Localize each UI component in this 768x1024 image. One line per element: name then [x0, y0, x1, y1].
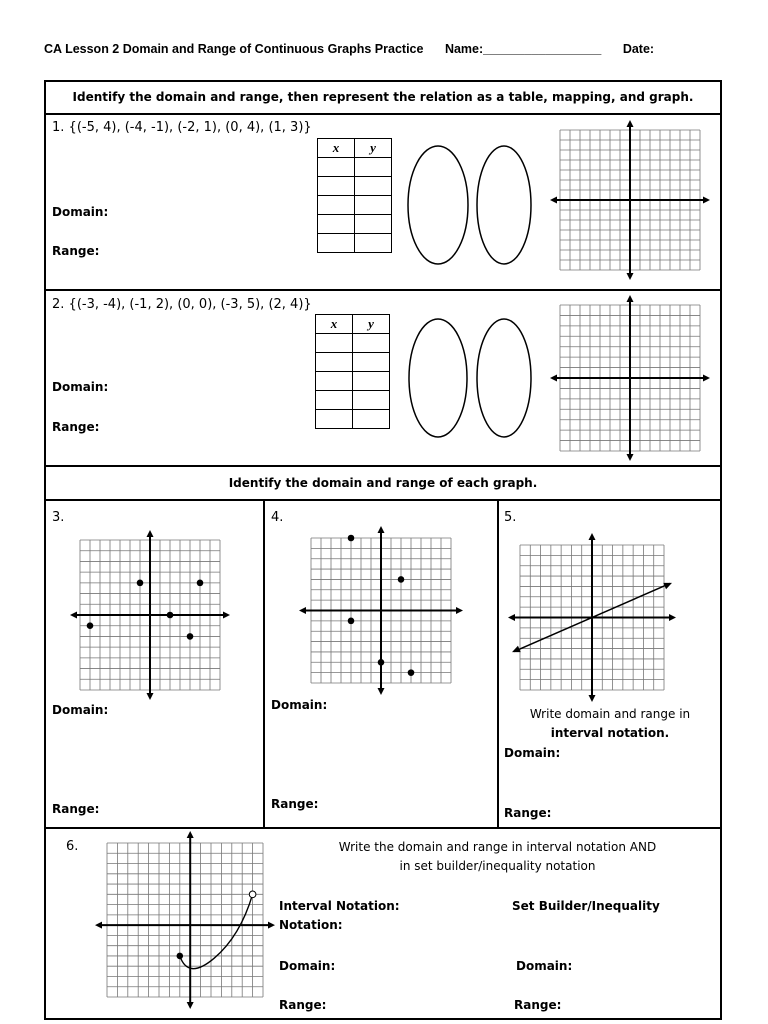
- x-header: x: [316, 315, 353, 334]
- table-cell[interactable]: [318, 158, 355, 177]
- graph-point: [187, 633, 194, 640]
- y-header: y: [353, 315, 390, 334]
- y-axis-arrow: [627, 295, 634, 302]
- table-cell[interactable]: [316, 372, 353, 391]
- table-cell[interactable]: [353, 353, 390, 372]
- graph-point: [197, 580, 204, 587]
- graph-point: [348, 618, 355, 625]
- xy-table: [317, 138, 392, 253]
- table-cell[interactable]: [316, 410, 353, 429]
- interval-notation-heading: Notation:: [279, 918, 343, 932]
- problem-5-note: Write domain and range in: [529, 707, 691, 721]
- range-label: Range:: [271, 797, 319, 811]
- problem-number: 3.: [52, 510, 65, 525]
- problem-number: 2.: [52, 297, 65, 312]
- domain-label: Domain:: [271, 698, 328, 712]
- x-axis-arrow: [508, 614, 515, 621]
- range-label: Range:: [279, 998, 327, 1012]
- column-divider: [263, 499, 265, 827]
- range-label: Range:: [514, 998, 562, 1012]
- x-axis-arrow: [703, 375, 710, 382]
- graph-point: [378, 659, 385, 666]
- x-axis-arrow: [550, 375, 557, 382]
- y-axis-arrow: [378, 688, 385, 695]
- mapping-diagram: [405, 316, 535, 441]
- y-axis-arrow: [378, 526, 385, 533]
- problem-1: [52, 120, 312, 135]
- problem-6-instruction: in set builder/inequality notation: [399, 859, 596, 873]
- y-axis-arrow: [589, 695, 596, 702]
- table-cell[interactable]: [353, 410, 390, 429]
- line-arrow: [663, 580, 673, 590]
- table-cell[interactable]: [355, 215, 392, 234]
- setbuilder-heading: Set Builder/Inequality: [512, 899, 660, 913]
- table-cell[interactable]: [318, 215, 355, 234]
- x-axis-arrow: [550, 197, 557, 204]
- y-axis-arrow: [187, 831, 194, 838]
- divider: [44, 465, 722, 467]
- problem-2: [52, 297, 312, 312]
- table-cell[interactable]: [318, 177, 355, 196]
- interval-notation-heading: Interval Notation:: [279, 899, 400, 913]
- table-cell[interactable]: [316, 353, 353, 372]
- y-axis-arrow: [627, 273, 634, 280]
- relation-set: {(-3, -4), (-1, 2), (0, 0), (-3, 5), (2, 4)}: [68, 297, 312, 312]
- mapping-diagram: [405, 143, 535, 268]
- y-axis-arrow: [627, 120, 634, 127]
- table-cell[interactable]: [318, 234, 355, 253]
- y-axis-arrow: [147, 530, 154, 537]
- divider: [44, 827, 722, 829]
- table-cell[interactable]: [355, 177, 392, 196]
- name-field[interactable]: Name:_________________: [444, 42, 602, 56]
- divider: [44, 499, 722, 501]
- relation-set: {(-5, 4), (-4, -1), (-2, 1), (0, 4), (1, 3)}: [68, 120, 312, 135]
- graph-6: [95, 831, 275, 1009]
- graph-4: [299, 526, 463, 695]
- table-cell[interactable]: [316, 334, 353, 353]
- xy-table: [315, 314, 390, 429]
- x-axis-arrow: [95, 922, 102, 929]
- x-header: x: [318, 139, 355, 158]
- open-endpoint: [249, 891, 256, 898]
- graph-point: [408, 669, 415, 676]
- graph-5: [508, 533, 676, 702]
- table-cell[interactable]: [316, 391, 353, 410]
- graph-point: [398, 576, 405, 583]
- graph-3: [68, 528, 232, 702]
- problem-number: 6.: [66, 839, 79, 854]
- range-label: Range:: [52, 420, 100, 434]
- x-axis-arrow: [456, 607, 463, 614]
- column-divider: [497, 499, 499, 827]
- graph-point: [167, 612, 174, 619]
- table-cell[interactable]: [353, 334, 390, 353]
- graph-point: [137, 580, 144, 587]
- domain-label: Domain:: [516, 959, 573, 973]
- x-axis-arrow: [268, 922, 275, 929]
- section2-instruction: Identify the domain and range of each graph.: [228, 476, 538, 490]
- problem-number: 5.: [504, 510, 517, 525]
- date-field[interactable]: Date:: [622, 42, 655, 56]
- worksheet-title: CA Lesson 2 Domain and Range of Continuous Graphs Practice: [44, 42, 424, 56]
- table-cell[interactable]: [353, 391, 390, 410]
- domain-label: Domain:: [52, 380, 109, 394]
- table-cell[interactable]: [355, 196, 392, 215]
- x-axis-arrow: [70, 612, 77, 619]
- domain-label: Domain:: [504, 746, 561, 760]
- closed-endpoint: [177, 953, 184, 960]
- coordinate-grid[interactable]: [548, 293, 712, 463]
- y-header: y: [355, 139, 392, 158]
- table-cell[interactable]: [353, 372, 390, 391]
- section1-instruction: Identify the domain and range, then represent the relation as a table, mapping, and graph.: [72, 90, 694, 104]
- x-axis-arrow: [223, 612, 230, 619]
- table-cell[interactable]: [355, 234, 392, 253]
- x-axis-arrow: [669, 614, 676, 621]
- graph-point: [87, 622, 94, 629]
- problem-6-instruction: Write the domain and range in interval notation AND: [338, 840, 657, 854]
- table-cell[interactable]: [318, 196, 355, 215]
- divider: [44, 289, 722, 291]
- range-label: Range:: [52, 244, 100, 258]
- problem-5-note-bold: interval notation.: [550, 726, 670, 740]
- domain-label: Domain:: [279, 959, 336, 973]
- y-axis-arrow: [589, 533, 596, 540]
- domain-label: Domain:: [52, 703, 109, 717]
- x-axis-arrow: [299, 607, 306, 614]
- table-cell[interactable]: [355, 158, 392, 177]
- problem-number: 4.: [271, 510, 284, 525]
- y-axis-arrow: [147, 693, 154, 700]
- problem-number: 1.: [52, 120, 65, 135]
- y-axis-arrow: [187, 1002, 194, 1009]
- x-axis-arrow: [703, 197, 710, 204]
- coordinate-grid[interactable]: [548, 118, 712, 282]
- range-label: Range:: [52, 802, 100, 816]
- divider: [44, 113, 722, 115]
- line-arrow: [511, 646, 521, 656]
- range-label: Range:: [504, 806, 552, 820]
- y-axis-arrow: [627, 454, 634, 461]
- worksheet-header: [44, 42, 672, 56]
- graph-point: [348, 535, 355, 542]
- domain-label: Domain:: [52, 205, 109, 219]
